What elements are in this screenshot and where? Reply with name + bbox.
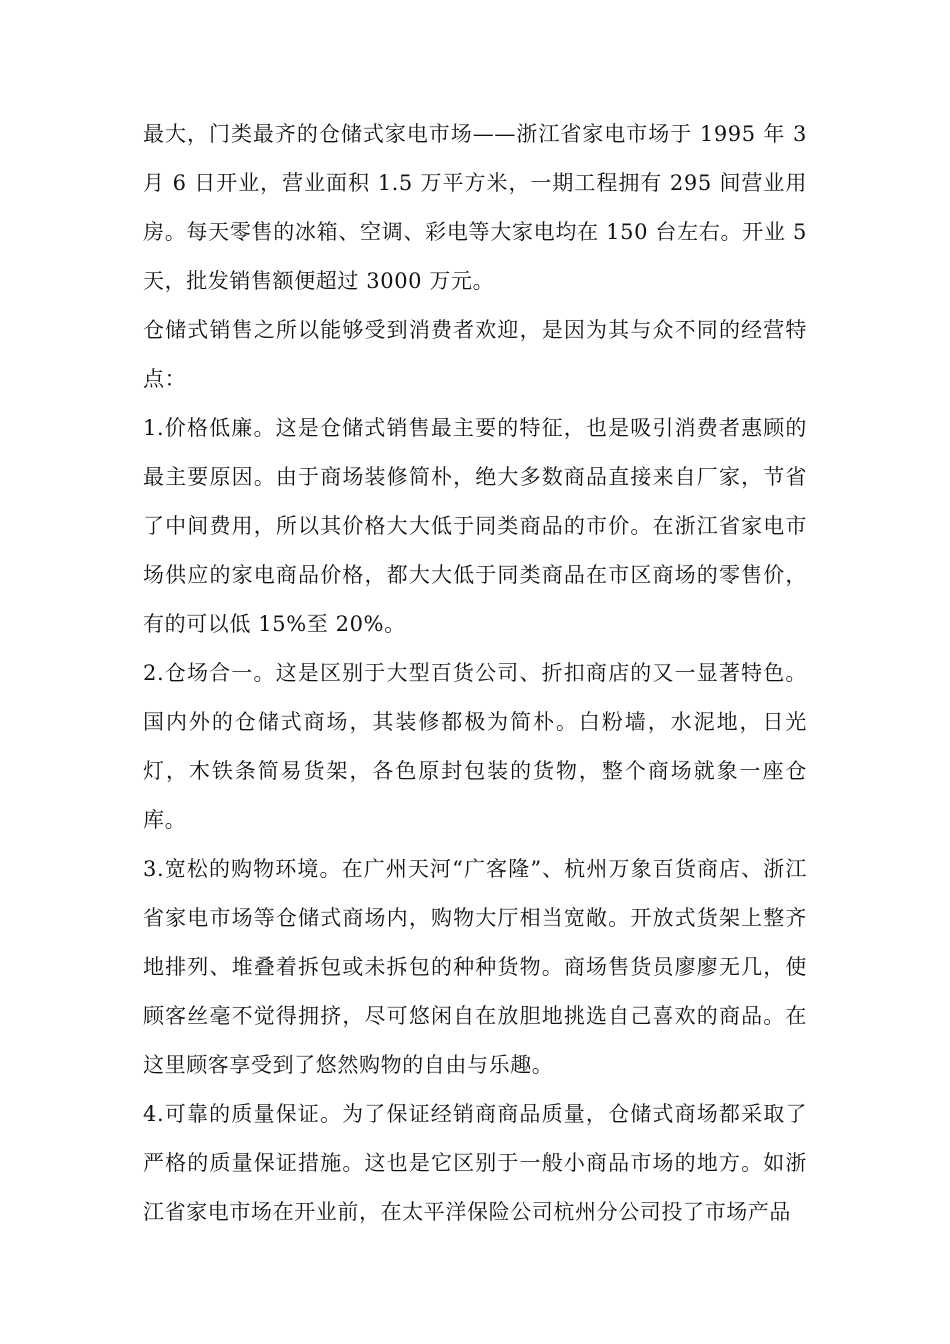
paragraph-intro: 最大，门类最齐的仓储式家电市场——浙江省家电市场于 1995 年 3 月 6 日开业，营业面积 1.5 万平方米，一期工程拥有 295 间营业用房。每天零售的冰箱、空调、彩电等大家电均在 150 台左右。开业 5 天，批发销售额便超过 3000 万元。 [143,122,807,293]
paragraph-point-2: 2.仓场合一。这是区别于大型百货公司、折扣商店的又一显著特色。国内外的仓储式商场，其装修都极为简朴。白粉墙，水泥地，日光灯，木铁条简易货架，各色原封包装的货物，整个商场就象一座仓库。 [143,661,807,832]
paragraph-point-3: 3.宽松的购物环境。在广州天河“广客隆”、杭州万象百货商店、浙江省家电市场等仓储式商场内，购物大厅相当宽敞。开放式货架上整齐地排列、堆叠着拆包或未拆包的种种货物。商场售货员廖廖无几，使顾客丝毫不觉得拥挤，尽可悠闲自在放胆地挑选自己喜欢的商品。在这里顾客享受到了悠然购物的自由与乐趣。 [143,857,807,1077]
paragraph-point-4: 4.可靠的质量保证。为了保证经销商商品质量，仓储式商场都采取了严格的质量保证措施。这也是它区别于一般小商品市场的地方。如浙江省家电市场在开业前，在太平洋保险公司杭州分公司投了市场产品 [143,1102,807,1224]
document-body [143,110,807,1237]
paragraph-features-lead: 仓储式销售之所以能够受到消费者欢迎，是因为其与众不同的经营特点： [143,318,807,391]
paragraph-point-1: 1.价格低廉。这是仓储式销售最主要的特征，也是吸引消费者惠顾的最主要原因。由于商场装修简朴，绝大多数商品直接来自厂家，节省了中间费用，所以其价格大大低于同类商品的市价。在浙江省家电市场供应的家电商品价格，都大大低于同类商品在市区商场的零售价，有的可以低 15%至 20%。 [143,416,807,636]
